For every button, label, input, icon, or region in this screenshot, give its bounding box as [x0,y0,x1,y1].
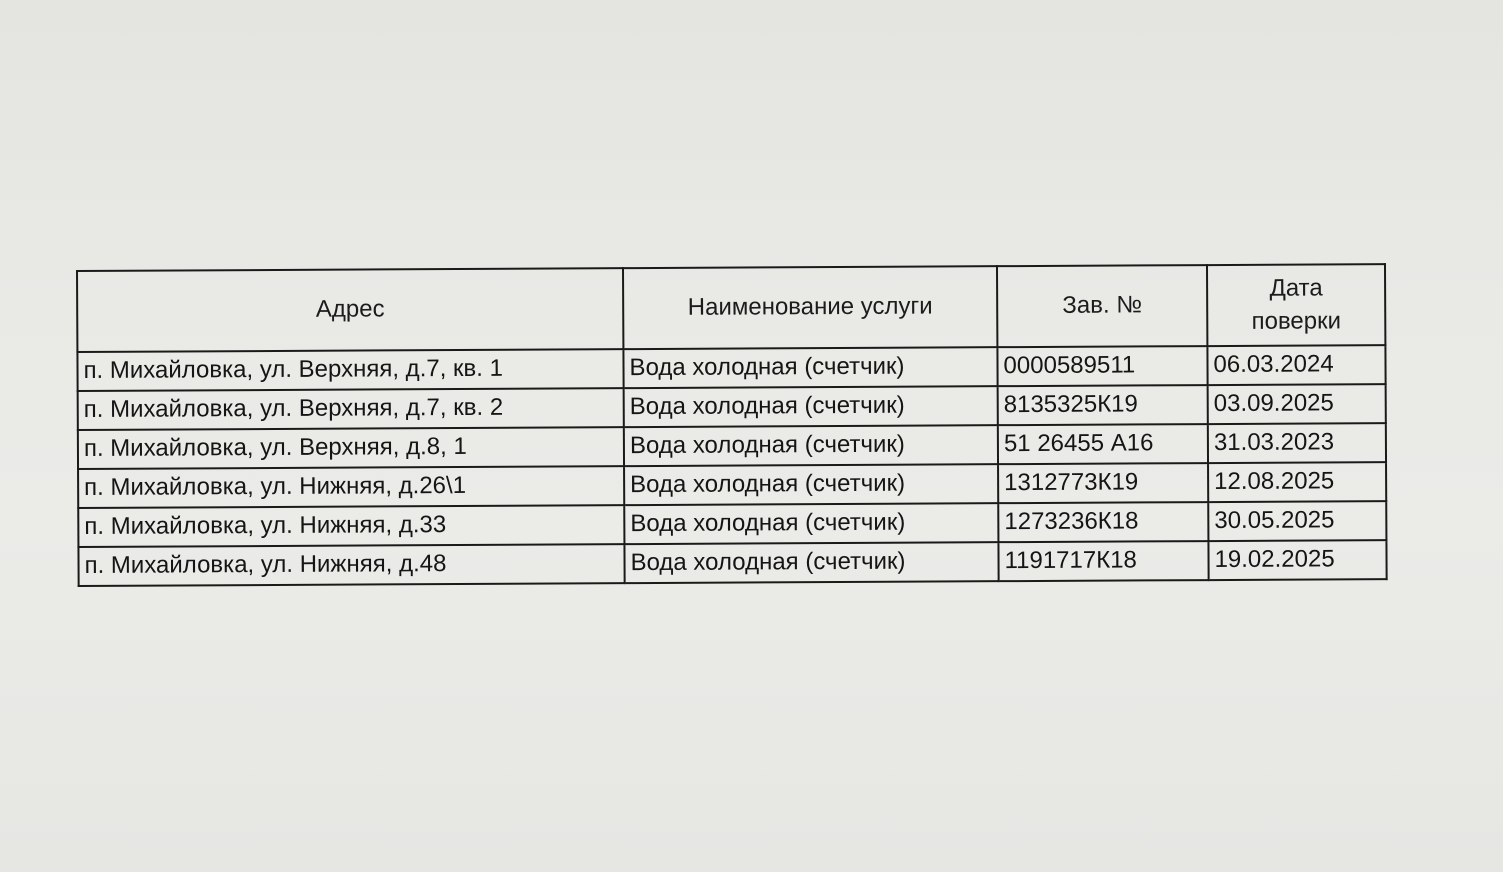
table-row [78,501,1386,547]
cell-date: 03.09.2025 [1208,384,1386,424]
cell-address: п. Михайловка, ул. Нижняя, д.26\1 [78,466,624,508]
cell-serial: 0000589511 [997,346,1207,386]
cell-service: Вода холодная (счетчик) [624,425,998,466]
cell-serial: 8135325К19 [998,385,1208,425]
header-serial: Зав. № [997,265,1207,347]
cell-serial: 51 26455 А16 [998,424,1208,464]
cell-serial: 1312773К19 [998,463,1208,503]
header-service: Наименование услуги [623,266,997,349]
cell-date: 31.03.2023 [1208,423,1386,463]
cell-service: Вода холодная (счетчик) [624,386,998,427]
header-address: Адрес [77,268,623,352]
meter-table-wrapper [76,263,1386,587]
table-header-row [77,264,1385,352]
cell-serial: 1273236К18 [998,502,1208,542]
cell-date: 19.02.2025 [1208,540,1386,580]
cell-date: 30.05.2025 [1208,501,1386,541]
cell-service: Вода холодная (счетчик) [624,503,998,544]
cell-service: Вода холодная (счетчик) [623,347,997,388]
cell-service: Вода холодная (счетчик) [624,464,998,505]
header-verification-date [1207,264,1385,346]
cell-date: 12.08.2025 [1208,462,1386,502]
cell-address: п. Михайловка, ул. Нижняя, д.33 [78,505,624,547]
table-row [77,345,1385,391]
meter-table [76,263,1388,587]
header-date-line2: поверки [1251,306,1342,335]
table-row [78,540,1386,586]
table-row [78,384,1386,430]
table-row [78,462,1386,508]
cell-service: Вода холодная (счетчик) [624,542,998,583]
table-row [78,423,1386,469]
cell-address: п. Михайловка, ул. Верхняя, д.7, кв. 1 [77,349,623,391]
cell-address: п. Михайловка, ул. Нижняя, д.48 [78,544,624,586]
cell-date: 06.03.2024 [1207,345,1385,385]
cell-address: п. Михайловка, ул. Верхняя, д.8, 1 [78,427,624,469]
header-date-line1: Дата [1269,274,1323,302]
cell-serial: 1191717К18 [998,541,1208,581]
cell-address: п. Михайловка, ул. Верхняя, д.7, кв. 2 [78,388,624,430]
